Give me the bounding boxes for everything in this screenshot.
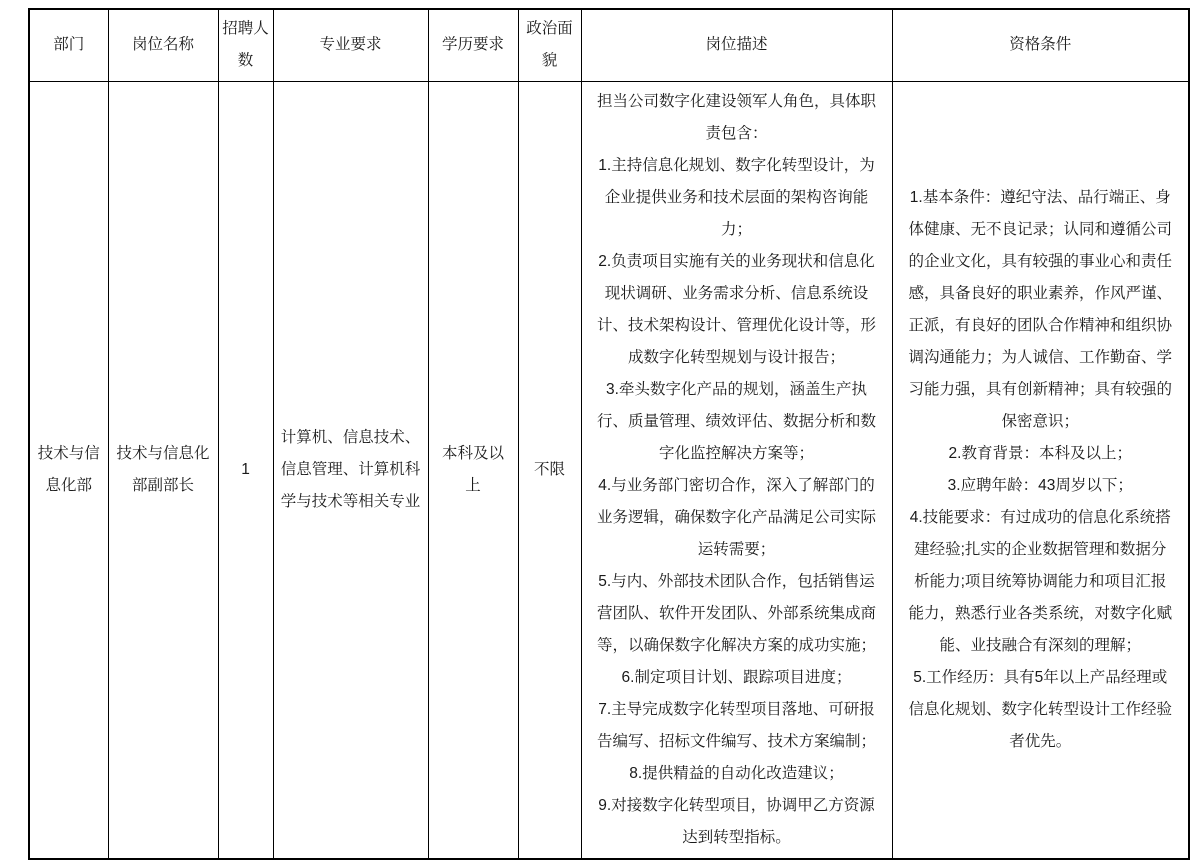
recruitment-table-container: [28, 8, 1190, 860]
cell-job-description: [581, 81, 892, 859]
table-row: [29, 81, 1189, 859]
cell-education-requirement: 本科及以上: [428, 81, 518, 859]
recruitment-table: [28, 8, 1190, 860]
paragraph: 4.技能要求：有过成功的信息化系统搭建经验;扎实的企业数据管理和数据分析能力;项目统筹协调能力和项目汇报能力，熟悉行业各类系统，对数字化赋能、业技融合有深刻的理解；: [908, 508, 1172, 654]
paragraph: 3.牵头数字化产品的规划，涵盖生产执行、质量管理、绩效评估、数据分析和数字化监控解决方案等；: [596, 380, 876, 462]
paragraph: 8.提供精益的自动化改造建议；: [629, 764, 844, 782]
header-job-description: 岗位描述: [581, 9, 892, 81]
paragraph: 5.工作经历：具有5年以上产品经理或信息化规划、数字化转型设计工作经验者优先。: [908, 668, 1172, 750]
header-education-requirement: 学历要求: [428, 9, 518, 81]
cell-qualifications: [892, 81, 1189, 859]
paragraph: 1.基本条件：遵纪守法、品行端正、身体健康、无不良记录；认同和遵循公司的企业文化，具有较强的事业心和责任感，具备良好的职业素养，作风严谨、正派，有良好的团队合作精神和组织协调沟通能力；为人诚信、工作勤奋、学习能力强，具有创新精神；具有较强的保密意识；: [908, 188, 1172, 430]
cell-political-status: 不限: [518, 81, 581, 859]
cell-major-requirement: 计算机、信息技术、信息管理、计算机科学与技术等相关专业: [273, 81, 428, 859]
paragraph: 3.应聘年龄：43周岁以下；: [947, 476, 1133, 494]
header-position-name: 岗位名称: [108, 9, 218, 81]
paragraph: 担当公司数字化建设领军人角色，具体职责包含：: [596, 92, 876, 142]
header-department: 部门: [29, 9, 108, 81]
header-major-requirement: 专业要求: [273, 9, 428, 81]
header-political-status: 政治面貌: [518, 9, 581, 81]
paragraph: 7.主导完成数字化转型项目落地、可研报告编写、招标文件编写、技术方案编制；: [596, 700, 876, 750]
table-header-row: [29, 9, 1189, 81]
cell-department: 技术与信息化部: [29, 81, 108, 859]
cell-position-name: 技术与信息化部副部长: [108, 81, 218, 859]
cell-headcount: 1: [218, 81, 273, 859]
paragraph: 6.制定项目计划、跟踪项目进度；: [621, 668, 852, 686]
header-headcount: 招聘人数: [218, 9, 273, 81]
header-qualifications: 资格条件: [892, 9, 1189, 81]
paragraph: 9.对接数字化转型项目，协调甲乙方资源达到转型指标。: [598, 796, 875, 846]
paragraph: 4.与业务部门密切合作，深入了解部门的业务逻辑，确保数字化产品满足公司实际运转需要；: [596, 476, 876, 558]
paragraph: 2.教育背景：本科及以上；: [948, 444, 1132, 462]
paragraph: 1.主持信息化规划、数字化转型设计，为企业提供业务和技术层面的架构咨询能力；: [598, 156, 875, 238]
paragraph: 2.负责项目实施有关的业务现状和信息化现状调研、业务需求分析、信息系统设计、技术架构设计、管理优化设计等，形成数字化转型规划与设计报告；: [596, 252, 876, 366]
paragraph: 5.与内、外部技术团队合作，包括销售运营团队、软件开发团队、外部系统集成商等，以确保数字化解决方案的成功实施；: [596, 572, 876, 654]
